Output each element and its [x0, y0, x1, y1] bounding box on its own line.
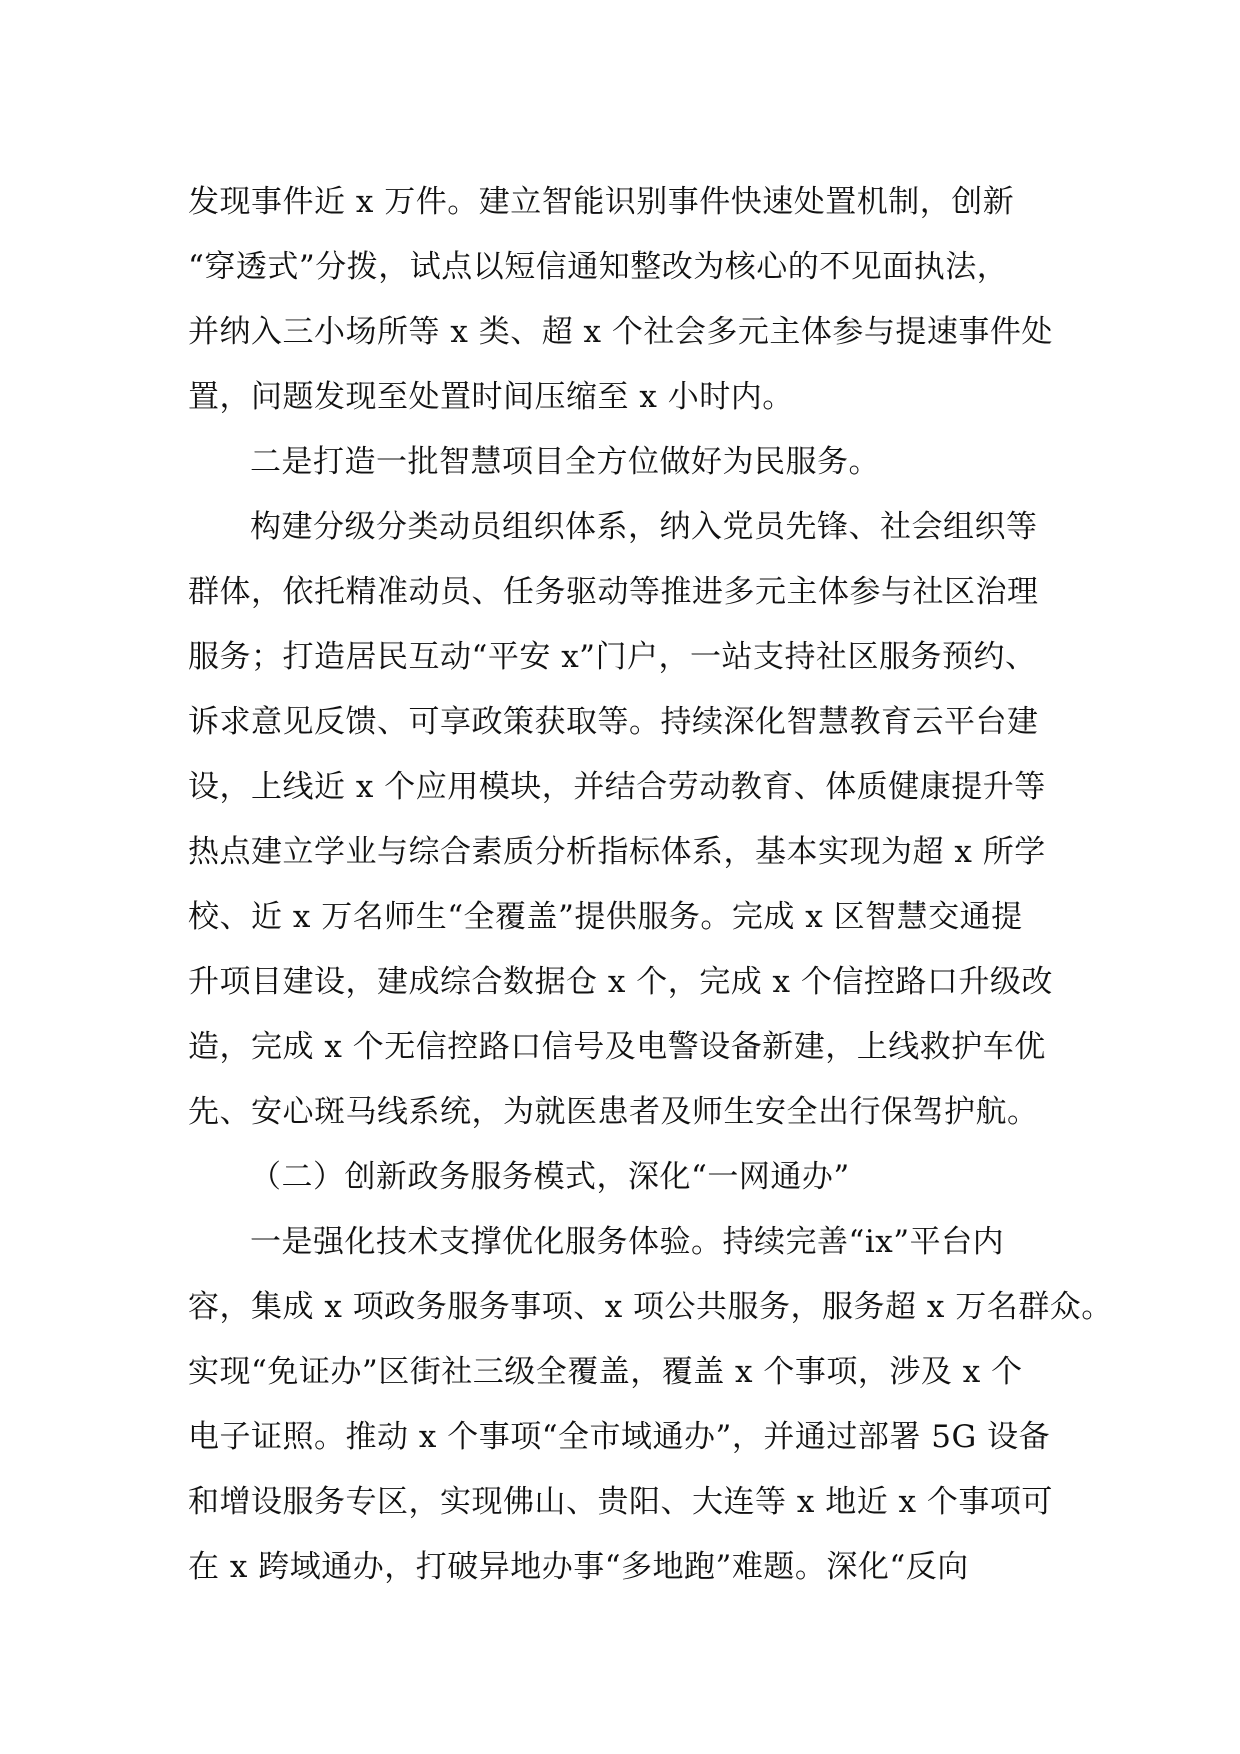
- text-line: 构建分级分类动员组织体系，纳入党员先锋、社会组织等: [250, 509, 1038, 545]
- text-line: 电子证照。推动 x 个事项“全市域通办”，并通过部署 5G 设备: [188, 1419, 1051, 1455]
- text-line: 升项目建设，建成综合数据仓 x 个，完成 x 个信控路口升级改: [188, 964, 1053, 1000]
- text-line: 校、近 x 万名师生“全覆盖”提供服务。完成 x 区智慧交通提: [188, 899, 1023, 935]
- text-line: 造，完成 x 个无信控路口信号及电警设备新建，上线救护车优: [188, 1029, 1046, 1065]
- document-body: [188, 170, 1113, 1600]
- text-line: 容，集成 x 项政务服务事项、x 项公共服务，服务超 x 万名群众。: [188, 1289, 1113, 1325]
- text-line: 和增设服务专区，实现佛山、贵阳、大连等 x 地近 x 个事项可: [188, 1484, 1053, 1520]
- text-line: 服务；打造居民互动“平安 x”门户，一站支持社区服务预约、: [188, 639, 1037, 675]
- text-line: 设，上线近 x 个应用模块，并结合劳动教育、体质健康提升等: [188, 769, 1046, 805]
- section-heading: （二）创新政务服务模式，深化“一网通办”: [250, 1159, 850, 1195]
- text-line: 先、安心斑马线系统，为就医患者及师生安全出行保驾护航。: [188, 1094, 1039, 1130]
- text-line: 发现事件近 x 万件。建立智能识别事件快速处置机制，创新: [188, 184, 1015, 220]
- text-line: 诉求意见反馈、可享政策获取等。持续深化智慧教育云平台建: [188, 704, 1039, 740]
- text-line: 在 x 跨域通办，打破异地办事“多地跑”难题。深化“反向: [188, 1549, 969, 1585]
- text-line: 并纳入三小场所等 x 类、超 x 个社会多元主体参与提速事件处: [188, 314, 1053, 350]
- text-line: 一是强化技术支撑优化服务体验。持续完善“ix”平台内: [250, 1224, 1005, 1260]
- text-line: 实现“免证办”区街社三级全覆盖，覆盖 x 个事项，涉及 x 个: [188, 1354, 1023, 1390]
- text-line: 热点建立学业与综合素质分析指标体系，基本实现为超 x 所学: [188, 834, 1046, 870]
- text-line: 置，问题发现至处置时间压缩至 x 小时内。: [188, 379, 794, 415]
- text-line: 群体，依托精准动员、任务驱动等推进多元主体参与社区治理: [188, 574, 1039, 610]
- paragraph-heading: 二是打造一批智慧项目全方位做好为民服务。: [250, 444, 880, 480]
- text-line: “穿透式”分拨，试点以短信通知整改为核心的不见面执法，: [188, 249, 1009, 285]
